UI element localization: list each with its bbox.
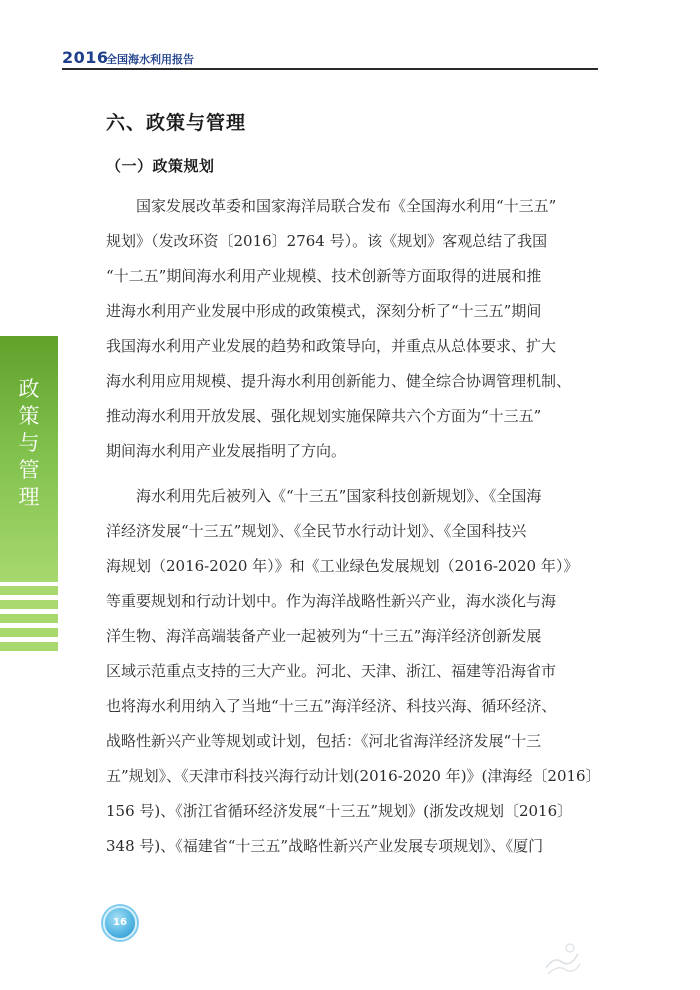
- page-number: 16: [103, 906, 137, 940]
- page-header: [62, 48, 598, 70]
- header-year: 2016: [62, 48, 109, 67]
- watermark-logo-icon: [540, 938, 584, 978]
- body-line: 海水利用应用规模、提升海水利用创新能力、健全综合协调管理机制、: [106, 372, 572, 390]
- side-stripe: [0, 642, 58, 651]
- body-line: “十二五”期间海水利用产业规模、技术创新等方面取得的进展和推: [106, 267, 542, 285]
- body-line: 区域示范重点支持的三大产业。河北、天津、浙江、福建等沿海省市: [106, 662, 557, 680]
- side-tab-stripes: [0, 586, 58, 656]
- chapter-side-tab: [0, 336, 58, 582]
- header-report-title: 全国海水利用报告: [106, 53, 194, 66]
- body-line: 洋经济发展“十三五”规划》、《全民节水行动计划》、《全国科技兴: [106, 522, 527, 540]
- side-stripe: [0, 614, 58, 623]
- chapter-side-label: 政 策 与 管 理: [18, 377, 40, 509]
- side-stripe: [0, 586, 58, 595]
- body-line: 我国海水利用产业发展的趋势和政策导向，并重点从总体要求、扩大: [106, 337, 557, 355]
- body-line: 洋生物、海洋高端装备产业一起被列为“十三五”海洋经济创新发展: [106, 627, 542, 645]
- body-line: 海规划（2016-2020 年）》和《工业绿色发展规划（2016-2020 年）》: [106, 557, 579, 575]
- body-line: 国家发展改革委和国家海洋局联合发布《全国海水利用“十三五”: [106, 197, 557, 215]
- section-subheading: （一）政策规划: [106, 157, 215, 175]
- body-line: 期间海水利用产业发展指明了方向。: [106, 442, 347, 460]
- body-line: 规划》（发改环资〔2016〕2764 号）。该《规划》客观总结了我国: [106, 232, 548, 250]
- header-rule: [62, 68, 598, 70]
- body-line: 进海水利用产业发展中形成的政策模式，深刻分析了“十三五”期间: [106, 302, 542, 320]
- side-stripe: [0, 628, 58, 637]
- body-line: 推动海水利用开放发展、强化规划实施保障共六个方面为“十三五”: [106, 407, 542, 425]
- body-line: 等重要规划和行动计划中。作为海洋战略性新兴产业，海水淡化与海: [106, 592, 557, 610]
- side-stripe: [0, 600, 58, 609]
- body-line: 五”规划》、《天津市科技兴海行动计划(2016-2020 年)》(津海经〔2016〕: [106, 767, 601, 785]
- body-line: 战略性新兴产业等规划或计划，包括：《河北省海洋经济发展“十三: [106, 732, 542, 750]
- body-line: 156 号)、《浙江省循环经济发展“十三五”规划》(浙发改规划〔2016〕: [106, 802, 573, 820]
- body-line: 海水利用先后被列入《“十三五”国家科技创新规划》、《全国海: [106, 487, 542, 505]
- body-line: 也将海水利用纳入了当地“十三五”海洋经济、科技兴海、循环经济、: [106, 697, 557, 715]
- section-heading: 六、政策与管理: [106, 112, 247, 134]
- body-line: 348 号)、《福建省“十三五”战略性新兴产业发展专项规划》、《厦门: [106, 837, 544, 855]
